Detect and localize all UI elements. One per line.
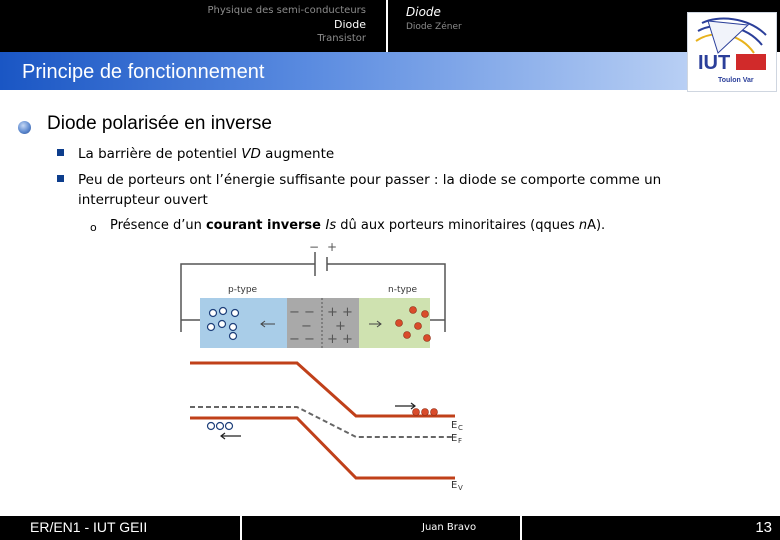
- band-holes-group: [208, 423, 233, 430]
- battery-plus-label: +: [327, 240, 338, 254]
- footer-bar: [0, 516, 780, 540]
- svg-text:+: +: [335, 319, 346, 334]
- ef-label: E: [451, 433, 458, 444]
- text-line-1: Peu de porteurs ont l’énergie suffisante pour passer : la diode se comporte comme un: [78, 172, 662, 188]
- bullet-dot-icon: [18, 121, 31, 134]
- bold-segment: courant inverse: [205, 218, 326, 233]
- footer-separator: [240, 516, 242, 540]
- svg-text:−: −: [301, 319, 312, 334]
- svg-text:− −: − −: [289, 305, 315, 320]
- text-line-2: interrupteur ouvert: [78, 192, 208, 208]
- logo-graphic: [688, 13, 776, 91]
- square-bullet-icon: [57, 175, 64, 182]
- ev-label: E: [451, 480, 458, 491]
- nav-item-diode[interactable]: Diode: [333, 18, 366, 31]
- text-segment: La barrière de potentiel: [78, 146, 242, 162]
- nav-item-physique[interactable]: Physique des semi-conducteurs: [207, 5, 366, 16]
- band-labels: [451, 420, 463, 492]
- subsection-nav: [406, 4, 462, 34]
- text-segment: dû aux porteurs minoritaires (qques: [336, 218, 579, 233]
- slide-title: Principe de fonctionnement: [22, 61, 265, 83]
- variable-n: n: [578, 218, 588, 233]
- bullet-level1: Diode polarisée en inverse: [47, 113, 272, 134]
- band-right-arrow-icon: [395, 403, 415, 409]
- n-type-label: n-type: [388, 285, 418, 295]
- text-segment: A).: [587, 218, 606, 233]
- svg-text:+ +: + +: [327, 332, 353, 347]
- ec-sub: C: [458, 424, 463, 432]
- conduction-band-line: [190, 363, 455, 416]
- text-segment: Présence d’un: [110, 218, 206, 233]
- text-segment: augmente: [260, 146, 335, 162]
- band-left-arrow-icon: [221, 433, 241, 439]
- footer-separator: [520, 516, 522, 540]
- footer-author: Juan Bravo: [422, 522, 477, 533]
- battery-minus-label: −: [309, 240, 320, 254]
- nav-item-transistor[interactable]: Transistor: [317, 33, 366, 44]
- ec-label: E: [451, 420, 458, 431]
- variable-vd: VD: [241, 146, 261, 162]
- logo-subtext: Toulon Var: [718, 77, 754, 84]
- p-type-label: p-type: [228, 285, 258, 295]
- circle-bullet-icon: o: [90, 221, 97, 234]
- band-diagram: [190, 363, 458, 478]
- section-nav: [0, 0, 372, 52]
- logo-text: IUT: [698, 52, 731, 74]
- p-type-region: [200, 298, 287, 348]
- footer-course: ER/EN1 - IUT GEII: [30, 519, 148, 535]
- square-bullet-icon: [57, 149, 64, 156]
- bullet-level2-barrier: [78, 144, 718, 164]
- svg-text:− −: − −: [289, 332, 315, 347]
- subnav-item-diode[interactable]: Diode: [406, 5, 441, 19]
- pn-junction-diagram: [175, 238, 475, 496]
- svg-text:+ +: + +: [327, 305, 353, 320]
- title-bar: [0, 52, 687, 90]
- ev-sub: V: [458, 484, 463, 492]
- bullet-level3-current: [90, 218, 606, 234]
- iut-logo: [687, 12, 777, 92]
- ef-sub: F: [458, 437, 463, 445]
- bullet-level2-carriers: [78, 170, 718, 210]
- page-number: 13: [755, 519, 772, 536]
- nav-separator: [386, 0, 388, 52]
- subnav-item-diode-zener[interactable]: Diode Zéner: [406, 22, 462, 32]
- band-electrons-group: [413, 409, 438, 416]
- battery-icon: [315, 252, 327, 276]
- variable-is: Is: [325, 218, 337, 233]
- header-bar: [0, 0, 780, 52]
